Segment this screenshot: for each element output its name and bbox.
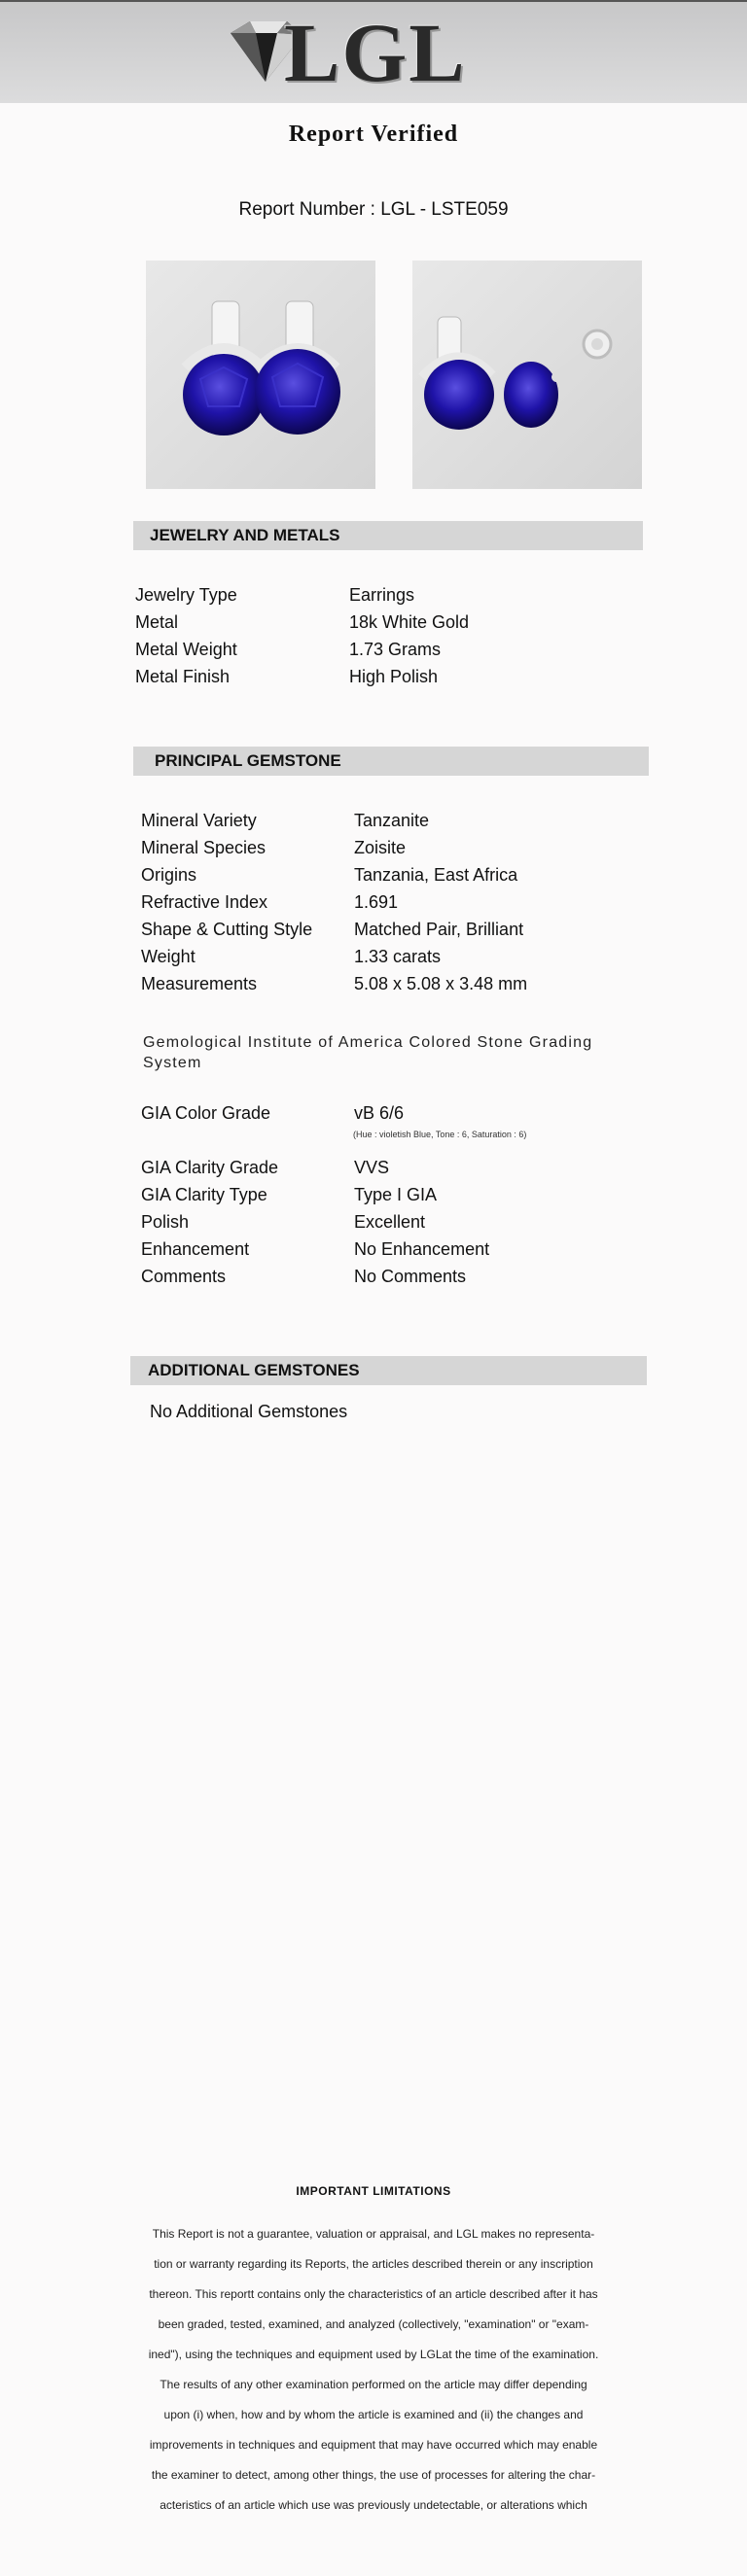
measurements-value: 5.08 x 5.08 x 3.48 mm: [354, 974, 528, 993]
limitations-line: ined"), using the techniques and equipment used by LGLat the time of the examination.: [148, 2348, 599, 2361]
header-banner: [0, 2, 747, 103]
refractive-index-value: 1.691: [354, 892, 399, 912]
shape-cutting-label: Shape & Cutting Style: [141, 920, 313, 939]
important-limitations-heading: IMPORTANT LIMITATIONS: [296, 2184, 451, 2198]
comments-label: Comments: [141, 1267, 227, 1286]
mineral-species-label: Mineral Species: [141, 838, 267, 857]
jewelry-metals-heading: [133, 521, 643, 550]
earrings-side-photo: [412, 261, 642, 489]
principal-gemstone-heading: [133, 747, 649, 776]
metal-weight-label: Metal Weight: [135, 640, 237, 659]
comments-value: No Comments: [354, 1267, 467, 1286]
limitations-line: improvements in techniques and equipment that may have occurred which may enable: [149, 2438, 598, 2452]
metal-finish-value: High Polish: [349, 667, 439, 686]
origins-label: Origins: [141, 865, 197, 885]
gia-color-grade-value: vB 6/6: [354, 1103, 405, 1123]
enhancement-value: No Enhancement: [354, 1239, 490, 1259]
metal-label: Metal: [135, 612, 179, 632]
metal-weight-value: 1.73 Grams: [349, 640, 442, 659]
mineral-species-value: Zoisite: [354, 838, 407, 857]
jewelry-type-value: Earrings: [349, 585, 415, 605]
jewelry-type-label: Jewelry Type: [135, 585, 237, 605]
polish-value: Excellent: [354, 1212, 426, 1232]
limitations-line: thereon. This reportt contains only the characteristics of an article described after it has: [149, 2287, 598, 2301]
refractive-index-label: Refractive Index: [141, 892, 268, 912]
jewelry-metals-heading-text: JEWELRY AND METALS: [150, 526, 340, 544]
shape-cutting-value: Matched Pair, Brilliant: [354, 920, 524, 939]
limitations-line: upon (i) when, how and by whom the article is examined and (ii) the changes and: [163, 2408, 584, 2421]
origins-value: Tanzania, East Africa: [354, 865, 518, 885]
gia-clarity-grade-value: VVS: [354, 1158, 390, 1177]
logo-text: LGL: [284, 6, 467, 99]
additional-gemstones-heading: [130, 1356, 647, 1385]
gia-color-grade-label: GIA Color Grade: [141, 1103, 271, 1123]
limitations-line: acteristics of an article which use was previously undetectable, or alterations which: [160, 2498, 587, 2512]
gia-clarity-type-label: GIA Clarity Type: [141, 1185, 267, 1204]
limitations-line: the examiner to detect, among other things, the use of processes for altering the char-: [151, 2468, 596, 2482]
weight-label: Weight: [141, 947, 196, 966]
measurements-label: Measurements: [141, 974, 258, 993]
limitations-line: The results of any other examination performed on the article may differ depending: [160, 2378, 587, 2391]
limitations-line: been graded, tested, examined, and analyzed (collectively, "examination" or "exam-: [158, 2317, 589, 2331]
earrings-front-photo: [146, 261, 375, 489]
limitations-line: This Report is not a guarantee, valuation or appraisal, and LGL makes no representa-: [152, 2227, 595, 2241]
metal-value: 18k White Gold: [349, 612, 470, 632]
enhancement-label: Enhancement: [141, 1239, 250, 1259]
gia-clarity-grade-label: GIA Clarity Grade: [141, 1158, 279, 1177]
color-grade-note: (Hue : violetish Blue, Tone : 6, Saturation : 6): [353, 1130, 527, 1139]
polish-label: Polish: [141, 1212, 190, 1232]
report-number: Report Number : LGL - LSTE059: [238, 199, 509, 220]
no-additional-gemstones-text: No Additional Gemstones: [150, 1402, 348, 1421]
gia-grading-system-title: Gemological Institute of America Colored Stone Grading System: [143, 1034, 593, 1071]
mineral-variety-label: Mineral Variety: [141, 811, 257, 830]
page-title: Report Verified: [288, 122, 459, 147]
principal-gemstone-heading-text: PRINCIPAL GEMSTONE: [155, 751, 341, 770]
additional-gemstones-heading-text: ADDITIONAL GEMSTONES: [148, 1361, 360, 1379]
weight-value: 1.33 carats: [354, 947, 442, 966]
limitations-line: tion or warranty regarding its Reports, the articles described therein or any inscription: [154, 2257, 593, 2271]
mineral-variety-value: Tanzanite: [354, 811, 430, 830]
gia-clarity-type-value: Type I GIA: [354, 1185, 438, 1204]
limitations-text: [97, 2219, 650, 2521]
metal-finish-label: Metal Finish: [135, 667, 231, 686]
